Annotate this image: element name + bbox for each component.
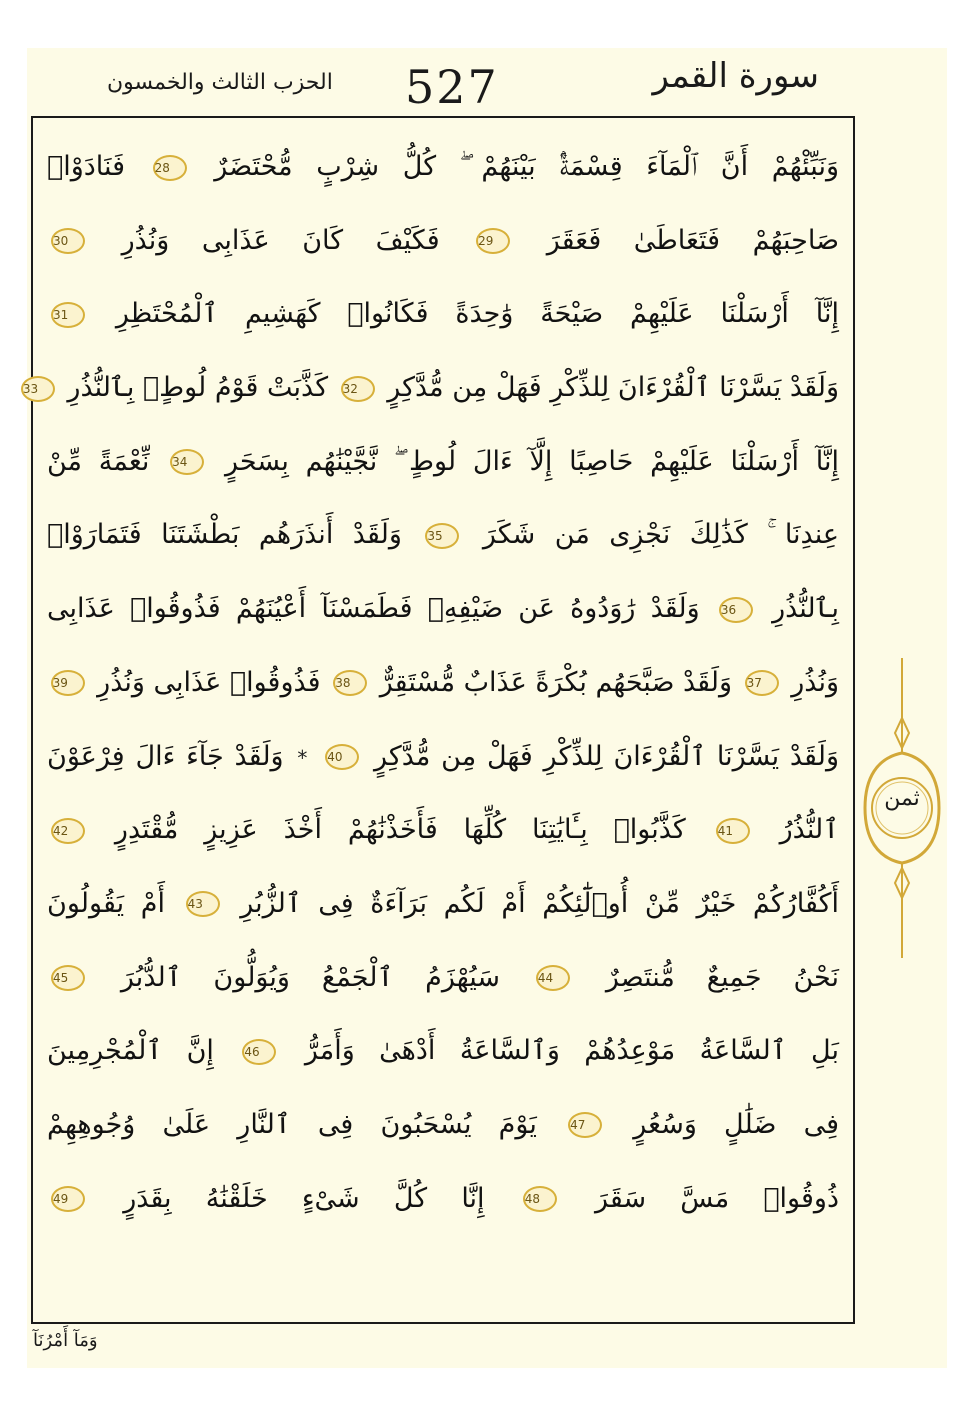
verse-line — [47, 720, 839, 794]
ayah-number-marker: 29 — [476, 228, 510, 254]
verse-text: وَلَقَدْ يَسَّرْنَا ٱلْقُرْءَانَ لِلذِّكْرِ فَهَلْ مِن مُّدَّكِرٍ — [373, 740, 839, 772]
verse-line — [47, 1014, 839, 1088]
verse-text: أَكُفَّارُكُمْ خَيْرٌ مِّنْ أُو۟لَٰٓئِكُمْ أَمْ لَكُم بَرَآءَةٌ فِى ٱلزُّبُرِ — [240, 887, 839, 919]
ayah-number-marker: 30 — [51, 228, 85, 254]
ayah-number-marker: 36 — [719, 597, 753, 623]
verse-text: وَلَقَدْ جَآءَ ءَالَ فِرْعَوْنَ — [47, 740, 284, 772]
verse-text: نَحْنُ جَمِيعٌ مُّنتَصِرٌ — [605, 961, 839, 993]
mushaf-page — [22, 48, 947, 1368]
juz-label: الحزب الثالث والخمسون — [107, 70, 333, 95]
ayah-number-marker: 32 — [341, 376, 375, 402]
ayah-number-marker: 45 — [51, 965, 85, 991]
verse-text: فِى ضَلَٰلٍ وَسُعُرٍ — [633, 1108, 839, 1140]
verse-text: بَلِ ٱلسَّاعَةُ مَوْعِدُهُمْ وَٱلسَّاعَةُ أَدْهَىٰ وَأَمَرُّ — [304, 1035, 839, 1067]
ayah-number-marker: 33 — [21, 376, 55, 402]
text-frame — [22, 116, 855, 1324]
ayah-number-marker: 40 — [325, 744, 359, 770]
verse-lines — [22, 130, 840, 1310]
verse-text: سَيُهْزَمُ ٱلْجَمْعُ وَيُوَلُّونَ ٱلدُّبُرَ — [120, 961, 501, 993]
ayah-number-marker: 42 — [51, 818, 85, 844]
verse-text: صَاحِبَهُمْ فَتَعَاطَىٰ فَعَقَرَ — [546, 224, 840, 256]
verse-line — [47, 204, 839, 278]
hizb-marker — [857, 658, 947, 958]
ayah-number-marker: 34 — [170, 449, 204, 475]
verse-text: إِنَّآ أَرْسَلْنَا عَلَيْهِمْ حَاصِبًا إِلَّآ ءَالَ لُوطٍ ۖ نَّجَّيْنَٰهُم بِسَحَرٍ — [224, 445, 839, 477]
verse-text: عِندِنَا ۚ كَذَٰلِكَ نَجْزِى مَن شَكَرَ — [482, 519, 839, 551]
verse-line — [47, 130, 839, 204]
verse-text: أَمْ يَقُولُونَ — [47, 887, 165, 919]
verse-text: إِنَّآ أَرْسَلْنَا عَلَيْهِمْ صَيْحَةً وَٰحِدَةً فَكَانُوا۟ كَهَشِيمِ ٱلْمُحْتَظِرِ — [115, 298, 839, 330]
verse-text: إِنَّا كُلَّ شَىْءٍ خَلَقْنَٰهُ بِقَدَرٍ — [123, 1182, 485, 1214]
verse-line — [47, 498, 839, 572]
verse-text: فَذُوقُوا۟ عَذَابِى وَنُذُرِ — [97, 666, 321, 698]
ayah-number-marker: 46 — [242, 1039, 276, 1065]
verse-text: وَنُذُرِ — [791, 666, 839, 698]
verse-text: وَلَقَدْ أَنذَرَهُم بَطْشَتَنَا فَتَمَارَوْا۟ — [47, 519, 402, 551]
ayah-number-marker: 38 — [333, 670, 367, 696]
ayah-number-marker: 37 — [745, 670, 779, 696]
ayah-number-marker: 44 — [536, 965, 570, 991]
verse-line — [47, 867, 839, 941]
verse-text: يَوْمَ يُسْحَبُونَ فِى ٱلنَّارِ عَلَىٰ وُجُوهِهِمْ — [47, 1108, 537, 1140]
verse-line — [47, 572, 839, 646]
page-number: 527 — [405, 60, 499, 114]
ayah-number-marker: 39 — [51, 670, 85, 696]
verse-text: وَلَقَدْ صَبَّحَهُم بُكْرَةً عَذَابٌ مُّسْتَقِرٌّ — [379, 666, 733, 698]
verse-text: ٱلنُّذُرُ — [779, 814, 840, 846]
ayah-number-marker: 43 — [186, 891, 220, 917]
verse-text: بِٱلنُّذُرِ — [772, 593, 839, 625]
verse-line — [47, 793, 839, 867]
rub-star-icon: * — [297, 745, 308, 770]
verse-text: وَلَقَدْ يَسَّرْنَا ٱلْقُرْءَانَ لِلذِّكْرِ فَهَلْ مِن مُّدَّكِرٍ — [387, 372, 839, 404]
verse-line — [47, 1088, 839, 1162]
verse-text: فَنَادَوْا۟ — [47, 151, 126, 182]
verse-line — [47, 425, 839, 499]
page-header — [27, 48, 947, 120]
catchword: وَمَآ أَمْرُنَآ — [33, 1330, 98, 1351]
verse-text: وَلَقَدْ رَٰوَدُوهُ عَن ضَيْفِهِۦ فَطَمَسْنَآ أَعْيُنَهُمْ فَذُوقُوا۟ عَذَابِى — [47, 593, 700, 625]
verse-line — [47, 1162, 839, 1236]
surah-title: سورة القمر — [652, 56, 819, 96]
verse-line — [47, 941, 839, 1015]
hizb-mark-label: ثمن — [884, 786, 920, 811]
verse-text: نِّعْمَةً مِّنْ — [47, 445, 150, 477]
verse-text: ذُوقُوا۟ مَسَّ سَقَرَ — [594, 1182, 839, 1214]
verse-text: إِنَّ ٱلْمُجْرِمِينَ — [47, 1035, 214, 1067]
ayah-number-marker: 28 — [153, 155, 187, 181]
ayah-number-marker: 48 — [523, 1186, 557, 1212]
ayah-number-marker: 41 — [716, 818, 750, 844]
verse-text: وَنَبِّئْهُمْ أَنَّ ٱلْمَآءَ قِسْمَةٌۢ بَيْنَهُمْ ۖ كُلُّ شِرْبٍ مُّحْتَضَرٌ — [214, 151, 839, 182]
verse-text: كَذَّبُوا۟ بِـَٔايَٰتِنَا كُلِّهَا فَأَخَذْنَٰهُمْ أَخْذَ عَزِيزٍ مُّقْتَدِرٍ — [114, 814, 686, 846]
ayah-number-marker: 31 — [51, 302, 85, 328]
ayah-number-marker: 49 — [51, 1186, 85, 1212]
verse-line — [22, 351, 839, 425]
verse-text: فَكَيْفَ كَانَ عَذَابِى وَنُذُرِ — [121, 224, 440, 256]
verse-line — [47, 646, 839, 720]
ayah-number-marker: 35 — [425, 523, 459, 549]
verse-text: كَذَّبَتْ قَوْمُ لُوطٍۭ بِٱلنُّذُرِ — [67, 372, 329, 404]
verse-line — [47, 277, 839, 351]
ayah-number-marker: 47 — [568, 1112, 602, 1138]
